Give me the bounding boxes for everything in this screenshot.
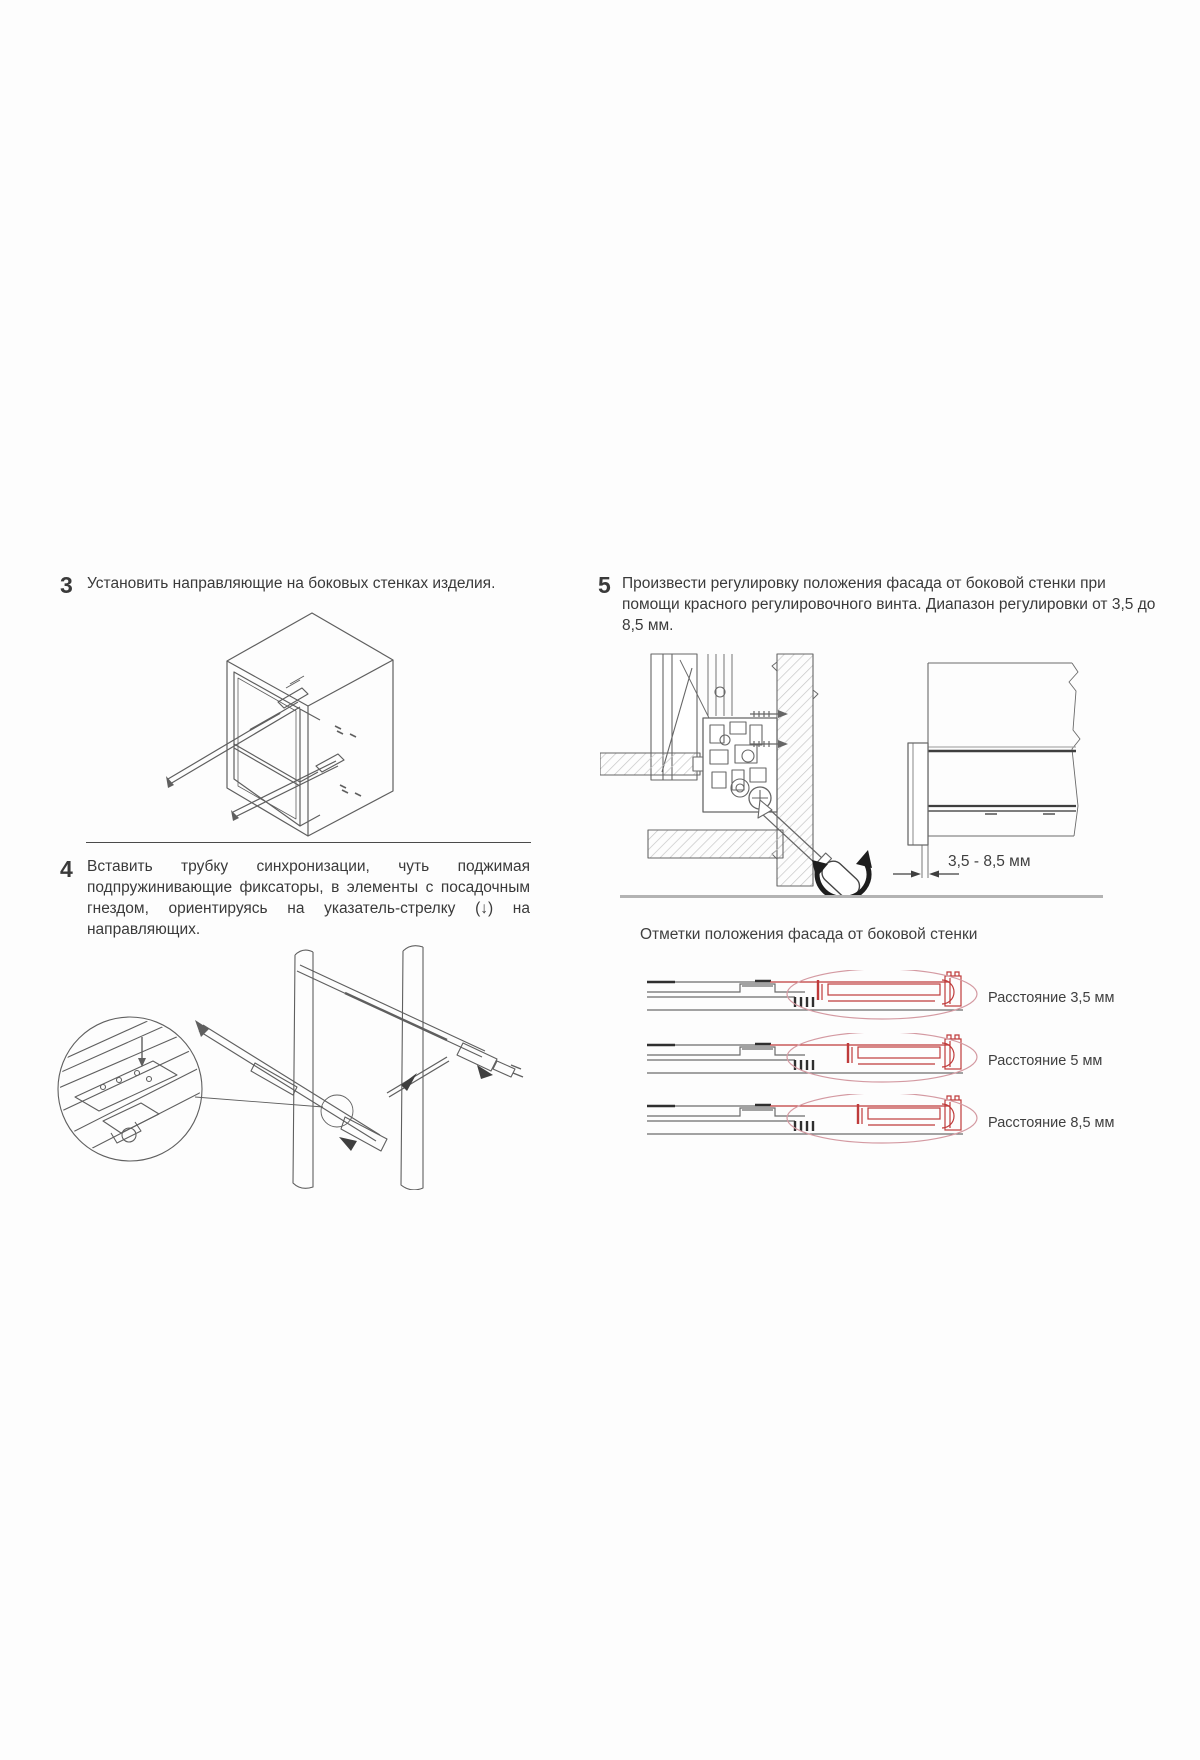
step-4-text: Вставить трубку синхронизации, чуть поджимая подпружинивающие фиксаторы, в элементы с посадочным гнездом, ориентируясь на указатель-стрелку (↓) на направляющих. [87,858,530,939]
markings-heading: Отметки положения фасада от боковой стенки [640,926,978,943]
marking-figure-8-5mm [645,1094,985,1148]
marking-figure-3-5mm [645,970,985,1024]
sync-tube-figure [45,945,550,1190]
marking-label-5mm: Расстояние 5 мм [988,1053,1103,1069]
step-5-text: Произвести регулировку положения фасада от боковой стенки при помощи красного регулировочного винта. Диапазон регулировки от 3,5 до 8,5 мм. [622,575,1156,635]
divider-left-column [86,842,531,843]
facade-side-view-figure [875,648,1175,888]
marking-label-8-5mm: Расстояние 8,5 мм [988,1115,1115,1131]
step-3-text: Установить направляющие на боковых стенках изделия. [87,575,496,592]
divider-right-column [620,895,1103,898]
cabinet-isometric-figure [130,598,520,843]
adjustment-range-label: 3,5 - 8,5 мм [948,853,1031,870]
marking-label-3-5mm: Расстояние 3,5 мм [988,990,1115,1006]
step-4-number: 4 [60,856,73,882]
adjustment-cross-section-figure [600,650,880,895]
step-5-number: 5 [598,572,611,598]
marking-figure-5mm [645,1033,985,1087]
step-3-number: 3 [60,572,73,598]
